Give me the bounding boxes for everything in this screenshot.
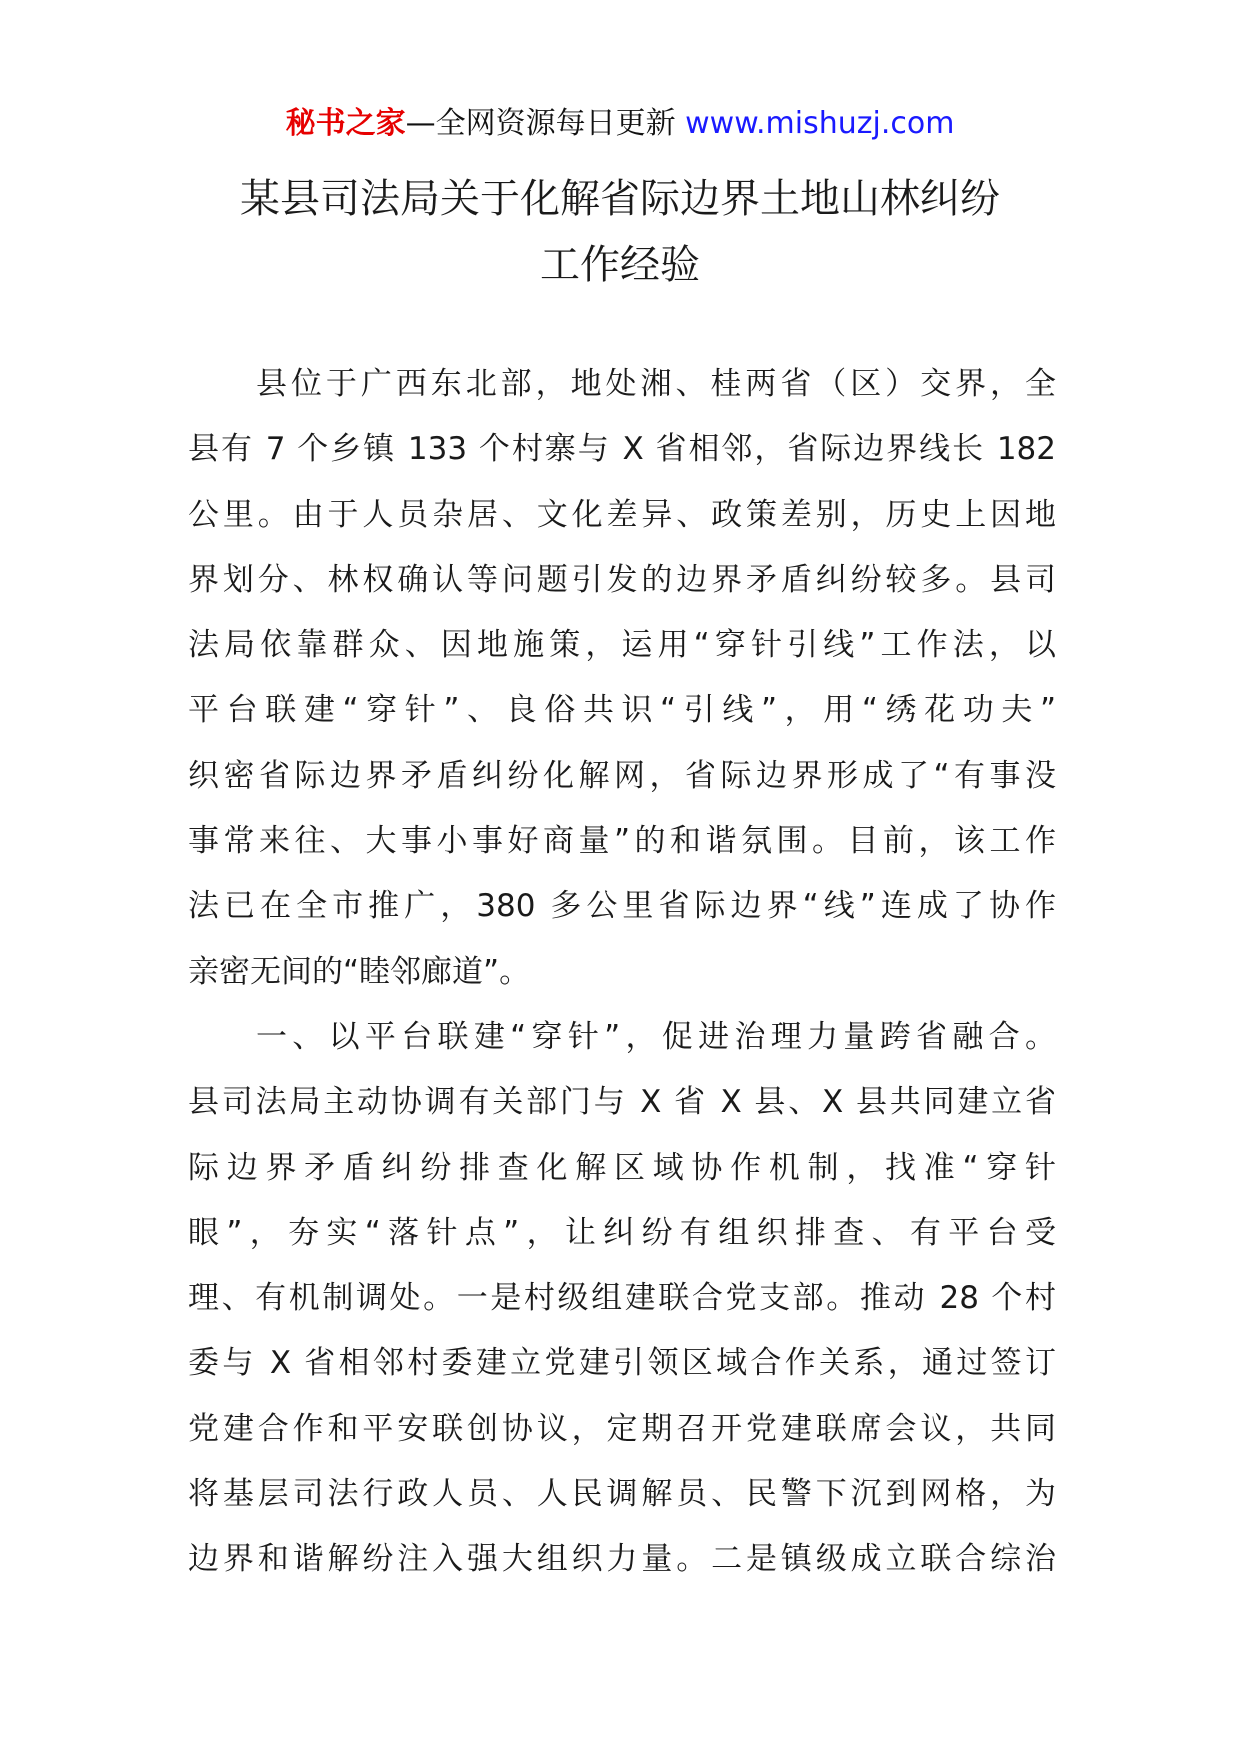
section-heading-line: 一、以平台联建“穿针”，促进治理力量跨省融合。 — [256, 1018, 1056, 1055]
text-line: 平台联建“穿针”、良俗共识“引线”，用“绣花功夫” — [188, 692, 1056, 729]
document-body — [188, 352, 1056, 1593]
text-line: 亲密无间的“睦邻廊道”。 — [188, 953, 531, 990]
text-line: 县司法局主动协调有关部门与 X 省 X 县、X 县共同建立省 — [188, 1084, 1056, 1121]
banner-brand: 秘书之家 — [285, 106, 406, 141]
text-line: 委与 X 省相邻村委建立党建引领区域合作关系，通过签订 — [188, 1345, 1056, 1382]
paragraph-intro — [188, 352, 1056, 1005]
title-line-2: 工作经验 — [540, 242, 700, 288]
text-line: 眼”，夯实“落针点”，让纠纷有组织排查、有平台受 — [188, 1214, 1056, 1251]
text-line: 法局依靠群众、因地施策，运用“穿针引线”工作法，以 — [188, 627, 1056, 664]
text-line: 将基层司法行政人员、人民调解员、民警下沉到网格，为 — [188, 1476, 1056, 1513]
document-title — [120, 166, 1120, 298]
site-banner — [0, 104, 1240, 144]
text-line: 界划分、林权确认等问题引发的边界矛盾纠纷较多。县司 — [188, 561, 1056, 598]
text-line: 事常来往、大事小事好商量”的和谐氛围。目前，该工作 — [188, 823, 1056, 860]
text-line: 边界和谐解纷注入强大组织力量。二是镇级成立联合综治 — [188, 1541, 1056, 1578]
text-line: 法已在全市推广，380 多公里省际边界“线”连成了协作 — [188, 888, 1056, 925]
title-line-1: 某县司法局关于化解省际边界土地山林纠纷 — [240, 176, 1000, 222]
banner-url-link[interactable]: www.mishuzj.com — [685, 106, 955, 141]
text-line: 理、有机制调处。一是村级组建联合党支部。推动 28 个村 — [188, 1280, 1056, 1317]
text-line: 县有 7 个乡镇 133 个村寨与 X 省相邻，省际边界线长 182 — [188, 431, 1056, 468]
text-line: 际边界矛盾纠纷排查化解区域协作机制，找准“穿针 — [188, 1149, 1056, 1186]
text-line: 县位于广西东北部，地处湘、桂两省（区）交界，全 — [256, 366, 1056, 402]
text-line: 党建合作和平安联创协议，定期召开党建联席会议，共同 — [188, 1410, 1056, 1447]
text-line: 织密省际边界矛盾纠纷化解网，省际边界形成了“有事没 — [188, 757, 1056, 794]
banner-tagline: —全网资源每日更新 — [405, 106, 676, 141]
paragraph-section-one — [188, 1005, 1056, 1593]
text-line: 公里。由于人员杂居、文化差异、政策差别，历史上因地 — [188, 496, 1056, 533]
